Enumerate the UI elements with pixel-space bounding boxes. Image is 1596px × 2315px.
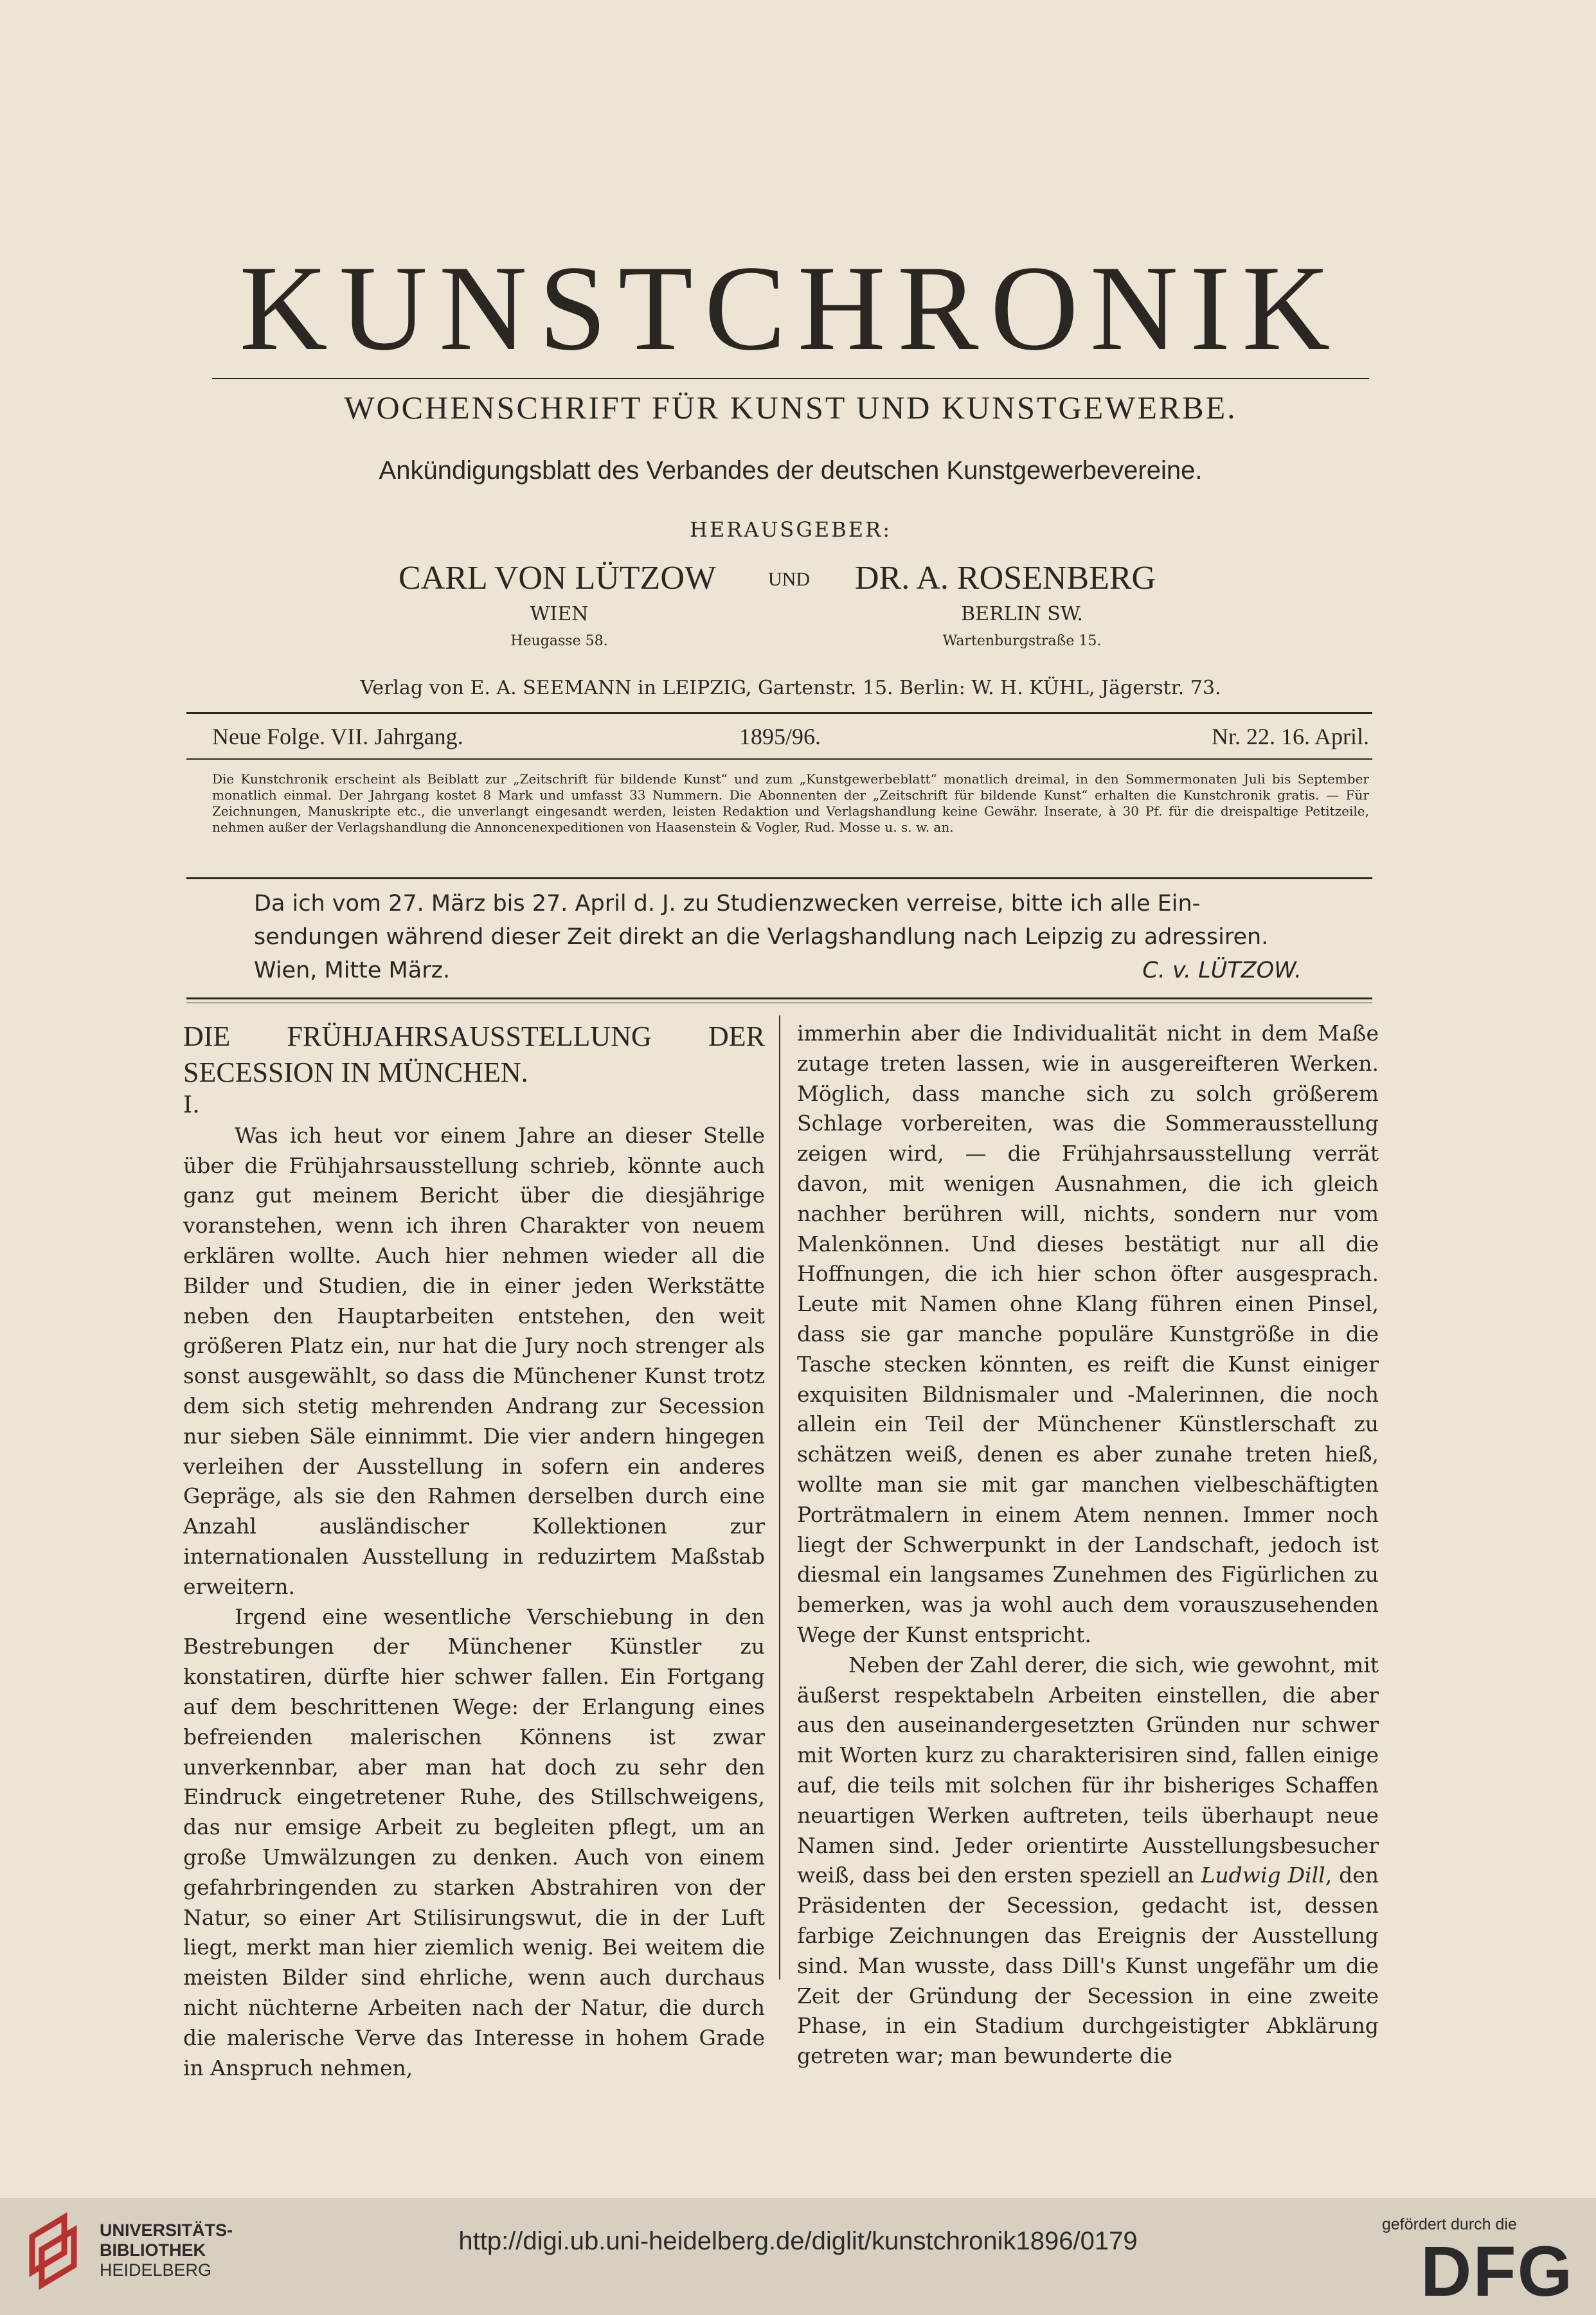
editor-two-name: DR. A. ROSENBERG xyxy=(855,560,1156,596)
article-text: , den Präsidenten der Secession, gedacht ist, dessen farbige Zeichnungen das Ereignis der Ausstellung sind. Man wusste, dass Dill's Kunst ungefähr um die Zeit der Gründung der Secession in eine zweite Phase, in ein Stadium durchgeistigter Abklärung getreten war; man bewunderte die xyxy=(797,1863,1379,2069)
editor-one-city: WIEN xyxy=(530,603,589,625)
library-line: BIBLIOTHEK xyxy=(100,2240,206,2260)
subscription-notice: Die Kunstchronik erscheint als Beiblatt zur „Zeitschrift für bildende Kunst“ und zum „Kunstgewerbeblatt“ monatlich dreimal, in den Sommermonaten Juli bis September monatlich einmal. Der Jahrgang kostet 8 Mark und umfasst 33 Nummern. Die Abonnenten der „Zeitschrift für bildende Kunst“ erhalten die Kunstchronik gratis. — Für Zeichnungen, Manuskripte etc., die unverlangt eingesandt werden, leisten Redaktion und Verlagshandlung keine Gewähr. Inserate, à 30 Pf. für die dreispaltige Petitzeile, nehmen außer der Verlagshandlung die Annoncenexpeditionen von Haasenstein & Vogler, Rud. Mosse u. s. w. an. xyxy=(212,771,1369,835)
article-part-number: I. xyxy=(183,1092,200,1118)
und-label: UND xyxy=(768,569,810,590)
dfg-logo: DFG xyxy=(1421,2232,1574,2311)
announcement-box xyxy=(254,887,1302,987)
issue-rule-top xyxy=(186,712,1372,714)
article-paragraph xyxy=(797,1650,1379,2071)
announcement-line: Ankündigungsblatt des Verbandes der deutschen Kunstgewerbevereine. xyxy=(379,456,1203,485)
footer-bar xyxy=(0,2198,1596,2315)
column-divider xyxy=(779,1015,780,1980)
editor-two-city: BERLIN SW. xyxy=(961,603,1083,625)
box-rule-bottom-1 xyxy=(186,997,1372,999)
article-paragraph: Irgend eine wesentliche Verschiebung in den Bestrebungen der Münchener Künstler zu konstatiren, dürfte hier schwer fallen. Ein Fortgang auf dem beschrittenen Wege: der Erlangung eines befreienden malerischen Könnens ist zwar unverkennbar, aber man hat doch zu sehr den Eindruck eingetretener Ruhe, des Stillschweigens, das nur emsige Arbeit zu begleiten pflegt, um an große Umwälzungen zu denken. Auch von einem gefahrbringenden zu starken Abstrahiren von der Natur, so einer Art Stilisirungswut, die in der Luft liegt, merkt man hier ziemlich wenig. Bei weitem die meisten Bilder sind ehrliche, wenn auch durchaus nicht nüchterne Arbeiten nach der Natur, die durch die malerische Verve das Interesse in hohem Grade in Anspruch nehmen, xyxy=(183,1604,765,2080)
source-url-link[interactable]: http://digi.ub.uni-heidelberg.de/diglit/kunstchronik1896/0179 xyxy=(458,2227,1138,2255)
article-heading: DIE FRÜHJAHRSAUSSTELLUNG DER SECESSION IN MÜNCHEN. xyxy=(183,1021,765,1088)
funding-caption: gefördert durch die xyxy=(1382,2215,1517,2233)
article-text: Neben der Zahl derer, die sich, wie gewohnt, mit äußerst respektabeln Arbeiten einstellen, die aber aus den auseinandergesetzten Gründen nur schwer mit Worten kurz zu charakterisiren sind, fallen einige auf, die teils mit solchen für ihr bisheriges Schaffen neuartigen Werken auftreten, teils überhaupt neue Namen sind. Jeder orientirte Ausstellungsbesucher weiß, dass bei den ersten speziell an xyxy=(797,1652,1379,1888)
article-paragraph: Was ich heut vor einem Jahre an dieser Stelle über die Frühjahrsausstellung schrieb, könnte auch ganz gut meinem Bericht über die diesjährige voranstehen, wenn ich ihren Charakter von neuem erklären wollte. Auch hier nehmen wieder all die Bilder und Studien, die in einer jeden Werkstätte neben den Hauptarbeiten entstehen, den weit größeren Platz ein, nur hat die Jury noch strenger als sonst ausgewählt, so dass die Münchener Kunst trotz dem sich stetig mehrenden Andrang zur Secession nur sieben Säle einnimmt. Die vier andern hingegen verleihen der Ausstellung in sofern ein anderes Gepräge, als sie den Rahmen derselben durch eine Anzahl ausländischer Kollektionen zur internationalen Ausstellung in reduzirtem Maßstab erweitern. xyxy=(183,1122,765,1599)
editor-two-address: Wartenburgstraße 15. xyxy=(942,633,1102,649)
article-column-left xyxy=(183,1019,765,2083)
box-signature: C. v. LÜTZOW. xyxy=(1142,958,1302,983)
issue-year: 1895/96. xyxy=(739,724,821,749)
box-rule-top xyxy=(186,877,1372,879)
box-line-2: sendungen während dieser Zeit direkt an die Verlagshandlung nach Leipzig zu adressiren. xyxy=(254,924,1269,950)
library-line: HEIDELBERG xyxy=(100,2260,212,2280)
issue-rule-bottom xyxy=(186,758,1372,760)
masthead-subtitle: WOCHENSCHRIFT FÜR KUNST UND KUNSTGEWERBE. xyxy=(344,389,1237,425)
box-place-date: Wien, Mitte März. xyxy=(254,958,451,983)
box-signature-row xyxy=(254,954,1302,987)
masthead-rule xyxy=(212,378,1369,379)
editor-one-address: Heugasse 58. xyxy=(510,633,608,649)
editor-one-name: CARL VON LÜTZOW xyxy=(399,560,716,596)
masthead-title: KUNSTCHRONIK xyxy=(239,241,1342,376)
publisher-label: HERAUSGEBER: xyxy=(689,517,892,542)
article-paragraph: immerhin aber die Individualität nicht in dem Maße zutage treten lassen, wie in ausgereifteren Werken. Möglich, dass manche sich zu solch größerem Schlage vorbereiten, was die Sommerausstellung zeigen wird, — die Frühjahrsausstellung verrät davon, mit wenigen Ausnahmen, die ich gleich nachher berühren will, nichts, sondern nur vom Malenkönnen. Und dieses bestätigt nur all die Hoffnungen, die ich hier schon öfter ausgesprach. Leute mit Namen ohne Klang führen einen Pinsel, dass sie gar manche populäre Kunstgröße in die Tasche stecken könnten, es reift die Kunst einiger exquisiten Bildnismaler und -Malerinnen, die noch allein ein Teil der Münchener Künstlerschaft zu schätzen weiß, denen es aber zunahe treten hieß, wollte man sie mit gar manchen vielbeschäftigten Porträtmalern in einem Atem nennen. Immer noch liegt der Schwerpunkt in der Landschaft, jedoch ist diesmal ein langsames Zunehmen des Figürlichen zu bemerken, was ja wohl auch dem vorauszusehenden Wege der Kunst entspricht. xyxy=(797,1021,1379,1647)
issue-number: Nr. 22. 16. April. xyxy=(1211,724,1369,749)
article-column-right xyxy=(797,1019,1379,2071)
artist-name: Ludwig Dill xyxy=(1201,1863,1325,1888)
publisher-line: Verlag von E. A. SEEMANN in LEIPZIG, Gartenstr. 15. Berlin: W. H. KÜHL, Jägerstr. 73. xyxy=(360,677,1221,699)
issue-folge: Neue Folge. VII. Jahrgang. xyxy=(212,724,463,749)
library-line: UNIVERSITÄTS- xyxy=(100,2221,233,2240)
box-line-1: Da ich vom 27. März bis 27. April d. J. zu Studienzwecken verreise, bitte ich alle Ein- xyxy=(254,891,1201,916)
